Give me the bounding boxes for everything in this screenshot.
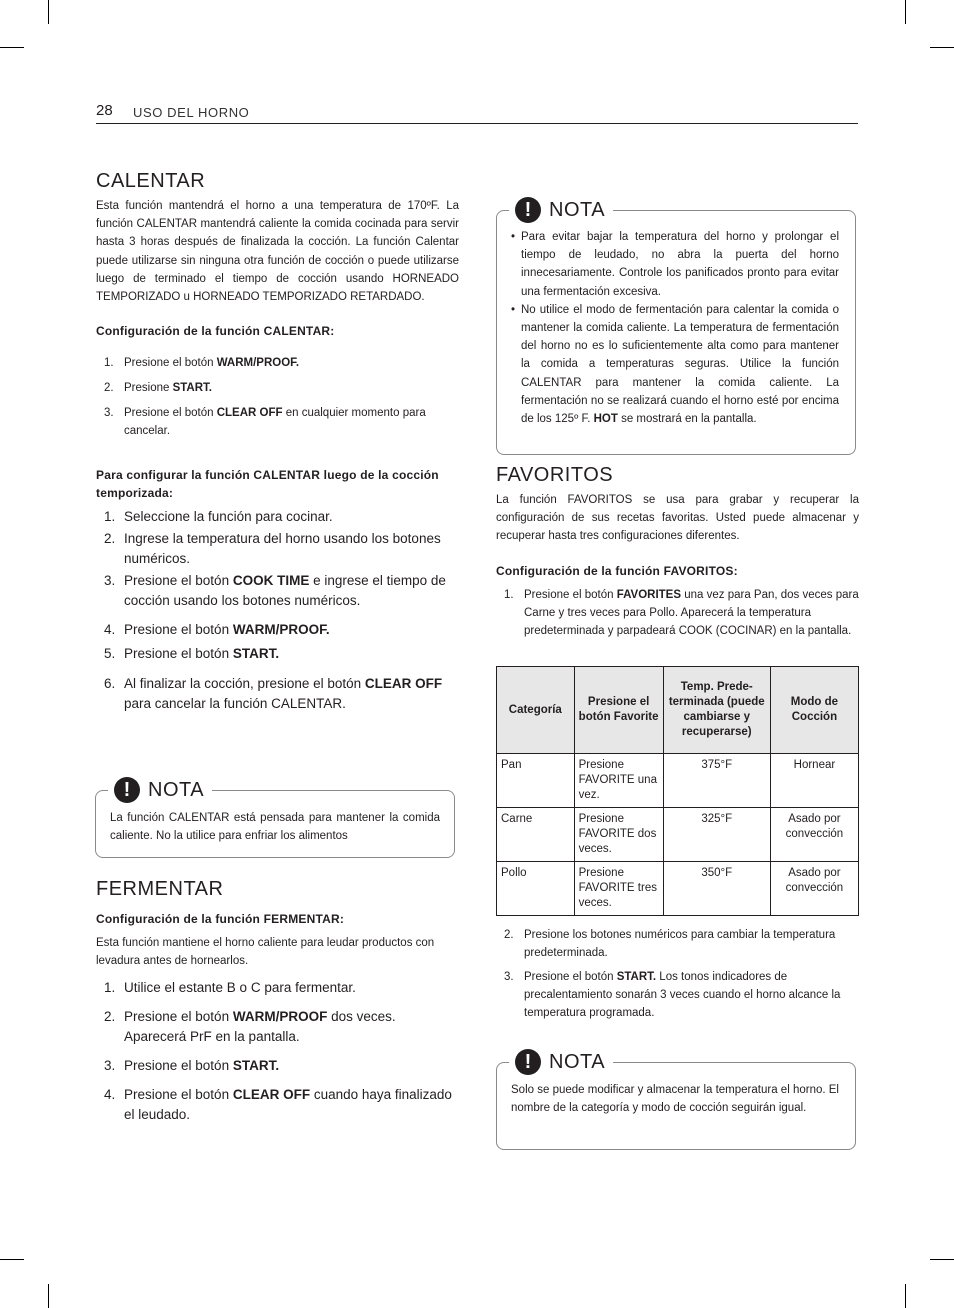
note-text: Solo se puede modificar y almacenar la temperatura el horno. El nombre de la categoría y modo de cocción seguirán igual. xyxy=(511,1084,839,1115)
crop-mark xyxy=(0,47,24,48)
step-number: 1. xyxy=(104,509,116,525)
fermentar-intro: Esta función mantiene el horno caliente para leudar productos con levadura antes de hornearlos. xyxy=(96,937,435,968)
step-number: 2. xyxy=(504,929,514,941)
list-item: 1. Presione el botón WARM/PROOF. xyxy=(96,354,459,372)
step-emphasis: START. xyxy=(232,646,280,662)
table-cell: 375°F xyxy=(663,754,770,808)
calentar-steps xyxy=(96,354,459,440)
favorites-table xyxy=(496,666,859,916)
step-number: 2. xyxy=(104,382,114,395)
table-row xyxy=(497,808,859,862)
crop-mark xyxy=(905,1284,906,1308)
table-row xyxy=(497,862,859,916)
note-title: NOTA xyxy=(549,1050,606,1073)
step-emphasis: WARM/PROOF. xyxy=(216,357,300,370)
step-number: 3. xyxy=(504,971,514,983)
list-item: 3. Presione el botón COOK TIME e ingrese el tiempo de cocción usando los botones numéricos. xyxy=(104,573,446,609)
calentar-timed-steps xyxy=(96,507,459,714)
list-item: 3. Presione el botón CLEAR OFF en cualquier momento para cancelar. xyxy=(96,404,459,440)
note-header xyxy=(509,1049,613,1075)
step-number: 1. xyxy=(104,357,114,370)
favoritos-note xyxy=(496,1050,856,1150)
table-cell: Presione FAVORITE tres veces. xyxy=(574,862,663,916)
fermentar-heading: FERMENTAR xyxy=(96,878,224,900)
table-cell: Hornear xyxy=(770,754,858,808)
list-item: 1. Seleccione la función para cocinar. xyxy=(96,507,459,527)
exclamation-icon: ! xyxy=(515,1049,541,1075)
step-number: 1. xyxy=(504,588,514,601)
calentar-intro: Esta función mantendrá el horno a una temperatura de 170ºF. La función CALENTAR mantendrá caliente la comida cocinada para servir hasta 3 horas después de finalizada la cocción. La función Calentar puede utilizarse sin ninguna otra función de cocción o puede utilizarse luego de terminado el tiempo de cocción usando HORNEADO TEMPORIZADO u HORNEADO TEMPORIZADO RETARDADO. xyxy=(96,200,459,304)
exclamation-icon: ! xyxy=(114,777,140,803)
step-number: 4. xyxy=(104,1087,116,1103)
list-item: 2. Ingrese la temperatura del horno usando los botones numéricos. xyxy=(104,531,441,567)
favoritos-steps xyxy=(496,926,859,1022)
bullet-emphasis: HOT xyxy=(593,413,618,426)
bullet-dot: • xyxy=(511,303,516,316)
list-item: 1. Utilice el estante B o C para fermentar. xyxy=(96,978,459,998)
step-emphasis: START. xyxy=(232,1058,280,1074)
favoritos-section xyxy=(496,464,859,640)
list-item: 4. Presione el botón WARM/PROOF. xyxy=(96,620,459,640)
step-emphasis: WARM/PROOF. xyxy=(232,622,330,638)
step-number: 3. xyxy=(104,1058,116,1074)
step-emphasis: CLEAR OFF xyxy=(232,1087,311,1103)
fermentar-section xyxy=(96,878,459,1125)
note-header xyxy=(108,777,212,803)
favoritos-step1 xyxy=(496,586,859,640)
note-title: NOTA xyxy=(148,778,205,801)
crop-mark xyxy=(0,1259,24,1260)
note-header xyxy=(509,197,613,223)
step-number: 2. xyxy=(104,1009,116,1025)
favoritos-setup-title: Configuración de la función FAVORITOS: xyxy=(496,563,738,578)
step-emphasis: CLEAR OFF xyxy=(216,407,283,420)
step-number: 5. xyxy=(104,646,116,662)
step-emphasis: START. xyxy=(172,382,212,395)
note-title: NOTA xyxy=(549,198,606,221)
calentar-timed-title: Para configurar la función CALENTAR luego de la cocción temporizada: xyxy=(96,468,439,501)
table-cell: Pollo xyxy=(497,862,575,916)
step-number: 6. xyxy=(104,676,116,692)
favoritos-steps-block xyxy=(496,926,859,1022)
note-text: La función CALENTAR está pensada para mantener la comida caliente. No la utilice para enfriar los alimentos xyxy=(110,812,440,843)
table-header-cell: Modo de Cocción xyxy=(770,667,858,754)
favoritos-intro: La función FAVORITOS se usa para grabar y recuperar la configuración de sus recetas favoritas. Usted puede almacenar y recuperar hasta tres configuraciones diferentes. xyxy=(496,494,859,543)
table-cell: Asado por convección xyxy=(770,862,858,916)
table-cell: 350°F xyxy=(663,862,770,916)
step-number: 4. xyxy=(104,622,116,638)
list-item: 2. Presione los botones numéricos para cambiar la temperatura predeterminada. xyxy=(496,926,859,962)
step-number: 2. xyxy=(104,531,116,547)
crop-mark xyxy=(48,0,49,24)
table-cell: Presione FAVORITE dos veces. xyxy=(574,808,663,862)
fermentar-note xyxy=(496,198,856,455)
list-item: 5. Presione el botón START. xyxy=(96,644,459,664)
table-row xyxy=(497,754,859,808)
step-emphasis: CLEAR OFF xyxy=(364,676,443,692)
table-header-cell: Temp. Prede-terminada (puede cambiarse y recuperarse) xyxy=(663,667,770,754)
step-number: 3. xyxy=(104,407,114,420)
fermentar-steps xyxy=(96,978,459,1125)
note-bullets xyxy=(511,228,839,428)
list-item: 2. Presione START. xyxy=(96,379,459,397)
list-item: 3. Presione el botón START. xyxy=(96,1056,459,1076)
crop-mark xyxy=(930,47,954,48)
table-cell: 325°F xyxy=(663,808,770,862)
list-item: 3. Presione el botón START. Los tonos indicadores de precalentamiento sonarán 3 veces cuando el horno alcance la temperatura programada. xyxy=(496,968,859,1022)
step-emphasis: WARM/PROOF xyxy=(232,1009,328,1025)
bullet-dot: • xyxy=(511,231,516,243)
step-emphasis: COOK TIME xyxy=(232,573,310,589)
crop-mark xyxy=(930,1259,954,1260)
list-item: • Para evitar bajar la temperatura del horno y prolongar el tiempo de leudado, no abra la puerta del horno innecesariamente. Controle los panificados pronto para evitar una fermentación excesiva. xyxy=(511,228,839,301)
table-header-row xyxy=(497,667,859,754)
step-emphasis: START. xyxy=(616,971,657,983)
calentar-heading: CALENTAR xyxy=(96,170,206,192)
left-column xyxy=(96,170,459,714)
step-emphasis: FAVORITES xyxy=(616,588,682,601)
table-header-cell: Presione el botón Favorite xyxy=(574,667,663,754)
calentar-note xyxy=(95,778,455,858)
list-item: 6. Al finalizar la cocción, presione el botón CLEAR OFF para cancelar la función CALENTAR. xyxy=(104,676,443,712)
section-title: USO DEL HORNO xyxy=(133,105,250,120)
favoritos-heading: FAVORITOS xyxy=(496,464,614,486)
header-rule xyxy=(96,123,858,124)
table-cell: Carne xyxy=(497,808,575,862)
fermentar-setup-title: Configuración de la función FERMENTAR: xyxy=(96,912,345,926)
crop-mark xyxy=(905,0,906,24)
step-number: 1. xyxy=(104,980,116,996)
calentar-setup-title: Configuración de la función CALENTAR: xyxy=(96,324,335,339)
step-number: 3. xyxy=(104,573,116,589)
table-cell: Presione FAVORITE una vez. xyxy=(574,754,663,808)
crop-mark xyxy=(48,1284,49,1308)
list-item: 1. Presione el botón FAVORITES una vez para Pan, dos veces para Carne y tres veces para Pollo. Aparecerá la temperatura predeterminada y parpadeará COOK (COCINAR) en la pantalla. xyxy=(496,586,859,640)
exclamation-icon: ! xyxy=(515,197,541,223)
list-item: • No utilice el modo de fermentación para calentar la comida o mantener la comida caliente. La temperatura de fermentación del horno no es lo suficientemente alta como para mantener la comida a temperaturas seguras. Utilice la función CALENTAR para mantener la comida caliente. La fermentación no se realizará cuando el horno esté por encima de los 125º F. HOT se mostrará en la pantalla. xyxy=(511,301,839,428)
table-header-cell: Categoría xyxy=(497,667,575,754)
list-item: 4. Presione el botón CLEAR OFF cuando haya finalizado el leudado. xyxy=(104,1087,452,1123)
list-item: 2. Presione el botón WARM/PROOF dos veces. Aparecerá PrF en la pantalla. xyxy=(104,1009,396,1045)
page-number: 28 xyxy=(96,102,113,119)
table-cell: Pan xyxy=(497,754,575,808)
table-cell: Asado por convección xyxy=(770,808,858,862)
